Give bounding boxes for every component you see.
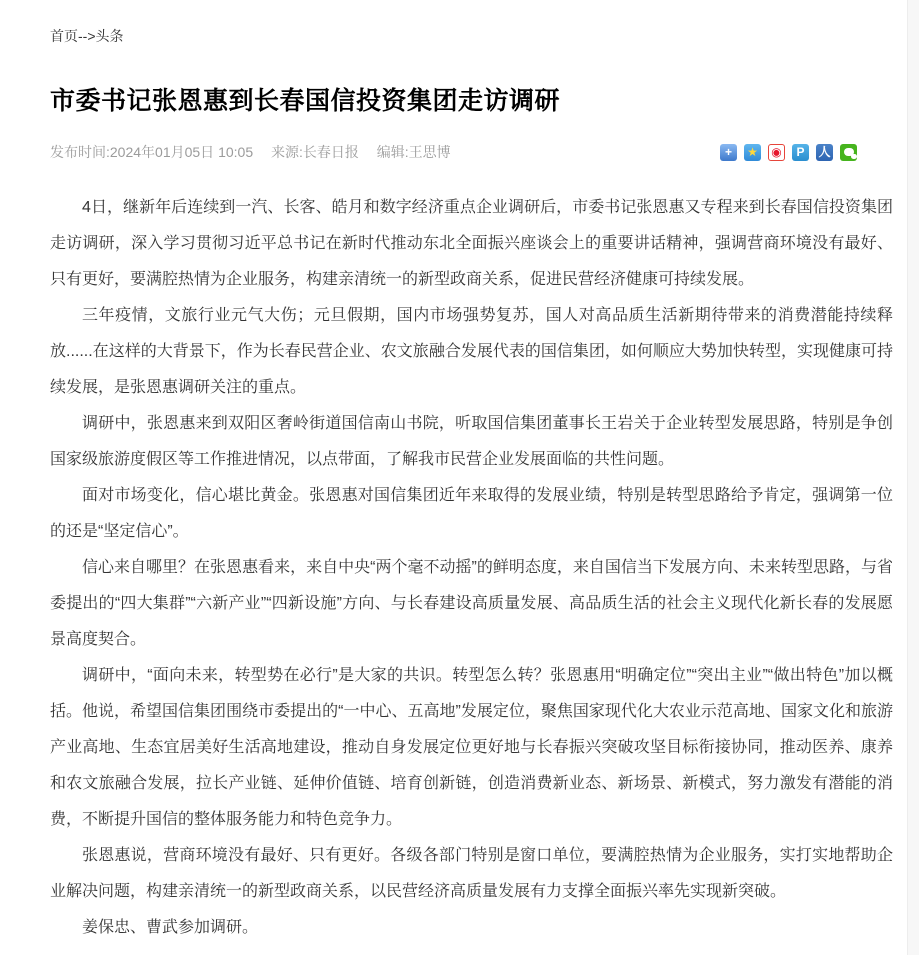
tencent-pengyou-icon-glyph: P bbox=[796, 145, 805, 159]
article-paragraph: 张恩惠说，营商环境没有最好、只有更好。各级各部门特别是窗口单位，要满腔热情为企业服务，实打实地帮助企业解决问题，构建亲清统一的新型政商关系，以民营经济高质量发展有力支撑全面振兴率先实现新突破。 bbox=[50, 847, 893, 900]
editor: 编辑:王思博 bbox=[376, 144, 451, 160]
breadcrumb bbox=[50, 26, 893, 46]
breadcrumb-home-link[interactable]: 首页 bbox=[50, 28, 78, 44]
share-more-icon-glyph: + bbox=[724, 145, 732, 159]
page-scrollbar-track[interactable] bbox=[907, 0, 919, 955]
sina-weibo-icon-glyph: ◉ bbox=[771, 145, 782, 159]
breadcrumb-separator: --> bbox=[78, 28, 96, 44]
breadcrumb-section-link[interactable]: 头条 bbox=[95, 28, 124, 44]
article-title: 市委书记张恩惠到长春国信投资集团走访调研 bbox=[50, 87, 561, 115]
qzone-icon[interactable] bbox=[744, 144, 761, 161]
article-paragraph: 调研中，张恩惠来到双阳区奢岭街道国信南山书院，听取国信集团董事长王岩关于企业转型发展思路，特别是争创国家级旅游度假区等工作推进情况，以点带面，了解我市民营企业发展面临的共性问题。 bbox=[50, 415, 893, 468]
article-body bbox=[50, 190, 893, 946]
renren-icon-glyph: 人 bbox=[818, 145, 831, 159]
article-paragraph: 面对市场变化，信心堪比黄金。张恩惠对国信集团近年来取得的发展业绩，特别是转型思路给予肯定，强调第一位的还是“坚定信心”。 bbox=[50, 487, 893, 540]
publish-time: 发布时间:2024年01月05日 10:05 bbox=[50, 144, 254, 160]
wechat-icon-glyph bbox=[844, 148, 854, 156]
article-meta bbox=[50, 142, 451, 162]
share-toolbar bbox=[720, 144, 857, 161]
qzone-icon-glyph: ★ bbox=[747, 145, 758, 159]
article-paragraph: 信心来自哪里？在张恩惠看来，来自中央“两个毫不动摇”的鲜明态度，来自国信当下发展方向、未来转型思路，与省委提出的“四大集群”“六新产业”“四新设施”方向、与长春建设高质量发展、高品质生活的社会主义现代化新长春的发展愿景高度契合。 bbox=[50, 559, 893, 648]
share-more-icon[interactable] bbox=[720, 144, 737, 161]
renren-icon[interactable] bbox=[816, 144, 833, 161]
source: 来源:长春日报 bbox=[271, 144, 359, 160]
sina-weibo-icon[interactable] bbox=[768, 144, 785, 161]
article-paragraph: 三年疫情，文旅行业元气大伤；元旦假期，国内市场强势复苏，国人对高品质生活新期待带来的消费潜能持续释放......在这样的大背景下，作为长春民营企业、农文旅融合发展代表的国信集团，如何顺应大势加快转型，实现健康可持续发展，是张恩惠调研关注的重点。 bbox=[50, 307, 893, 396]
article-paragraph: 4日，继新年后连续到一汽、长客、皓月和数字经济重点企业调研后，市委书记张恩惠又专程来到长春国信投资集团走访调研，深入学习贯彻习近平总书记在新时代推动东北全面振兴座谈会上的重要讲话精神，强调营商环境没有最好、只有更好，要满腔热情为企业服务，构建亲清统一的新型政商关系，促进民营经济健康可持续发展。 bbox=[50, 199, 893, 288]
article-paragraph: 调研中，“面向未来，转型势在必行”是大家的共识。转型怎么转？张恩惠用“明确定位”“突出主业”“做出特色”加以概括。他说，希望国信集团围绕市委提出的“一中心、五高地”发展定位，聚焦国家现代化大农业示范高地、国家文化和旅游产业高地、生态宜居美好生活高地建设，推动自身发展定位更好地与长春振兴突破攻坚目标衔接协同，推动医养、康养和农文旅融合发展，拉长产业链、延伸价值链、培育创新链，创造消费新业态、新场景、新模式，努力激发有潜能的消费，不断提升国信的整体服务能力和特色竞争力。 bbox=[50, 667, 893, 828]
tencent-pengyou-icon[interactable] bbox=[792, 144, 809, 161]
article-meta-row bbox=[50, 142, 893, 162]
wechat-icon[interactable] bbox=[840, 144, 857, 161]
article-paragraph: 姜保忠、曹武参加调研。 bbox=[82, 919, 259, 936]
